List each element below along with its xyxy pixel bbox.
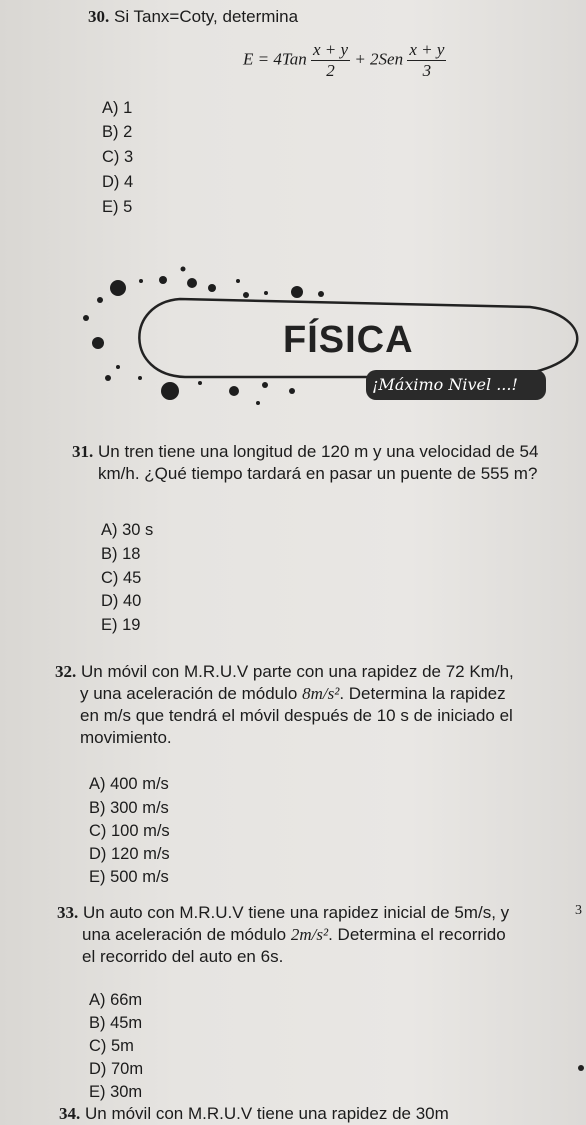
question-line: en m/s que tendrá el móvil después de 10 s de iniciado el [80, 706, 513, 725]
question-line: el recorrido del auto en 6s. [82, 947, 284, 966]
question-line: movimiento. [80, 728, 172, 747]
question-31 [72, 441, 582, 485]
option-e: E) 19 [101, 616, 141, 634]
text-segment: una aceleración de módulo [82, 925, 291, 944]
option-e: E) 5 [102, 198, 133, 216]
text-segment: . Determina el recorrido [328, 925, 506, 944]
question-30-header [88, 6, 298, 28]
option-a: A) 30 s [101, 521, 154, 539]
question-text: Un móvil con M.R.U.V tiene una rapidez de 30m [84, 1104, 449, 1123]
fraction-1 [311, 40, 350, 81]
text-segment: y una aceleración de módulo [80, 684, 303, 703]
option-c: C) 5m [89, 1037, 134, 1055]
fraction-denominator: 2 [326, 61, 335, 80]
fraction-denominator: 3 [422, 61, 432, 80]
option-a: A) 400 m/s [89, 775, 169, 793]
option-d: D) 120 m/s [89, 845, 170, 863]
question-number: 32. [55, 662, 77, 681]
formula-mid: + 2Sen [354, 49, 404, 69]
option-e: E) 30m [89, 1083, 143, 1101]
math-expression: 2m/s² [290, 925, 329, 944]
option-d: D) 40 [101, 592, 142, 610]
text-segment: . Determina la rapidez [339, 684, 506, 703]
physics-banner [0, 255, 586, 420]
question-line [55, 661, 580, 683]
question-34-partial [59, 1103, 449, 1125]
dot-decoration [578, 1065, 584, 1071]
question-text: Un auto con M.R.U.V tiene una rapidez inicial de 5m/s, y [82, 903, 510, 922]
option-b: B) 2 [102, 123, 133, 141]
option-c: C) 3 [102, 148, 134, 166]
edge-number: 3 [575, 903, 582, 918]
fraction-numerator: x + y [313, 40, 349, 59]
question-number: 31. [72, 442, 94, 461]
question-33 [57, 902, 557, 968]
question-line [57, 924, 557, 946]
banner-title: FÍSICA [283, 319, 414, 361]
formula-lhs: E = 4Tan [243, 49, 307, 69]
fraction-2 [407, 40, 446, 81]
question-number: 33. [57, 903, 79, 922]
banner-subtitle: ¡Máximo Nivel ...! [372, 375, 518, 394]
option-b: B) 18 [101, 545, 141, 563]
option-a: A) 1 [102, 99, 133, 117]
option-c: C) 45 [101, 569, 142, 587]
question-32 [55, 661, 580, 749]
formula [243, 40, 446, 81]
question-line [72, 441, 582, 463]
option-d: D) 4 [102, 173, 134, 191]
math-expression: 8m/s² [302, 684, 340, 703]
option-d: D) 70m [89, 1060, 144, 1078]
option-b: B) 300 m/s [89, 799, 169, 817]
question-text: Un tren tiene una longitud de 120 m y una velocidad de 54 [97, 442, 539, 461]
question-line: km/h. ¿Qué tiempo tardará en pasar un puente de 555 m? [98, 464, 538, 483]
question-number: 34. [59, 1104, 81, 1123]
option-c: C) 100 m/s [89, 822, 170, 840]
fraction-numerator: x + y [409, 40, 445, 59]
question-line [55, 683, 580, 705]
option-b: B) 45m [89, 1014, 143, 1032]
question-line [57, 902, 557, 924]
question-text: Un móvil con M.R.U.V parte con una rapidez de 72 Km/h, [80, 662, 514, 681]
option-e: E) 500 m/s [89, 868, 169, 886]
option-a: A) 66m [89, 991, 143, 1009]
question-text: Si Tanx=Coty, determina [113, 7, 299, 26]
question-number: 30. [88, 7, 110, 26]
